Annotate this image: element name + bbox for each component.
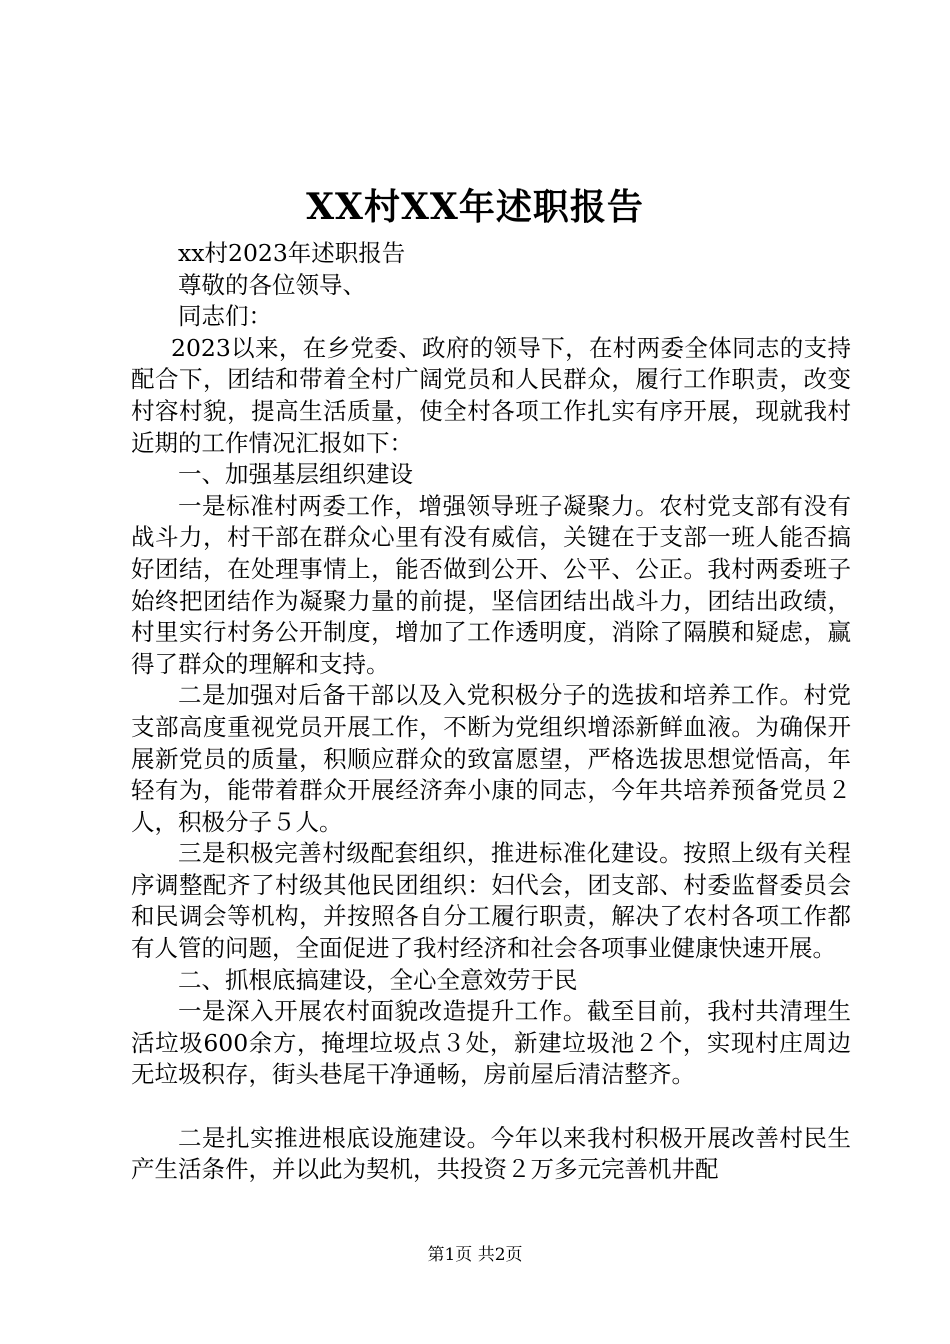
report-subtitle: xx村2023年述职报告 [178, 239, 406, 267]
document-title: XX村XX年述职报告 [306, 186, 644, 228]
section-1-paragraph-3: 三是积极完善村级配套组织，推进标准化建设。按照上级有关程序调整配齐了村级其他民团组织：妇代会，团支部、村委监督委员会和民调会等机构，并按照各自分工履行职责，解决了农村各项工作都有人管的问题，全面促进了我村经济和社会各项事业健康快速开展。 [131, 839, 851, 963]
section-2-heading: 二、抓根底搞建设，全心全意效劳于民 [178, 965, 578, 994]
paragraph-gap [131, 1091, 851, 1123]
section-1-paragraph-1: 一是标准村两委工作，增强领导班子凝聚力。农村党支部有没有战斗力，村干部在群众心里有没有威信，关键在于支部一班人能否搞好团结，在处理事情上，能否做到公开、公平、公正。我村两委班子始终把团结作为凝聚力量的前提，坚信团结出战斗力，团结出政绩，村里实行村务公开制度，增加了工作透明度，消除了隔膜和疑虑，赢得了群众的理解和支持。 [131, 491, 851, 678]
document-body [131, 238, 851, 1186]
section-2-paragraph-1: 一是深入开展农村面貌改造提升工作。截至目前，我村共清理生活垃圾600余方，掩埋垃圾点３处，新建垃圾池２个，实现村庄周边无垃圾积存，街头巷尾干净通畅，房前屋后清洁整齐。 [131, 997, 851, 1089]
salutation-line-1: 尊敬的各位领导、 [178, 270, 366, 299]
salutation-line-2: 同志们： [178, 302, 272, 331]
section-1-heading: 一、加强基层组织建设 [178, 460, 413, 489]
intro-paragraph: 2023以来，在乡党委、政府的领导下，在村两委全体同志的支持配合下，团结和带着全村广阔党员和人民群众，履行工作职责，改变村容村貌，提高生活质量，使全村各项工作扎实有序开展，现就我村近期的工作情况汇报如下： [131, 333, 851, 457]
section-1-paragraph-2: 二是加强对后备干部以及入党积极分子的选拔和培养工作。村党支部高度重视党员开展工作，不断为党组织增添新鲜血液。为确保开展新党员的质量，积顺应群众的致富愿望，严格选拔思想觉悟高，年轻有为，能带着群众开展经济奔小康的同志，今年共培养预备党员２人，积极分子５人。 [131, 681, 851, 836]
page-footer: 第1页 共2页 [427, 1245, 523, 1265]
section-2-paragraph-2: 二是扎实推进根底设施建设。今年以来我村积极开展改善村民生产生活条件，并以此为契机，共投资２万多元完善机井配 [131, 1123, 851, 1184]
